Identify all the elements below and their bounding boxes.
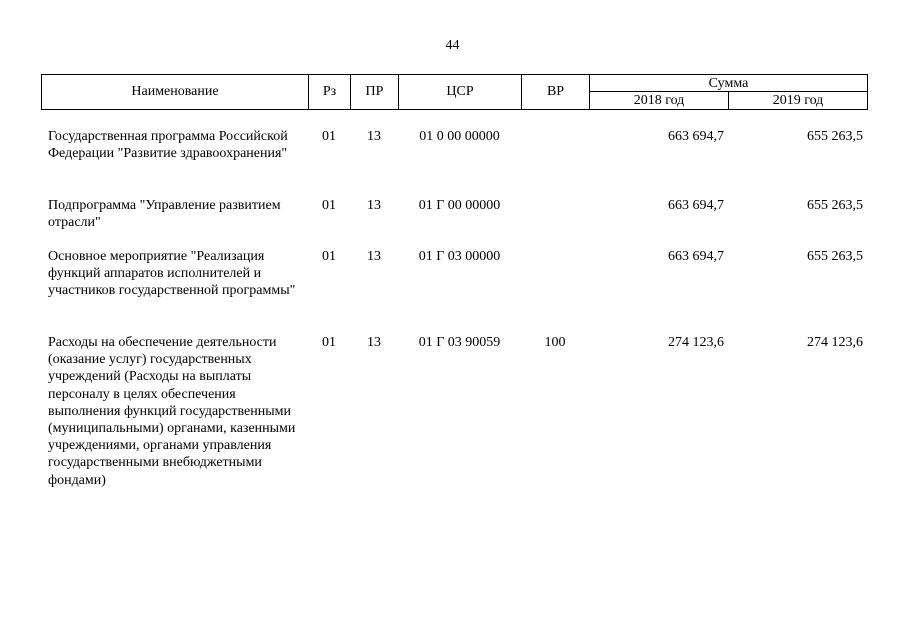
row-pr: 13 (367, 335, 381, 350)
header-year-2018: 2018 год (590, 92, 729, 110)
row-name: Основное мероприятие "Реализация функций аппаратов исполнителей и участников государственной программы" (48, 249, 296, 299)
row-rz: 01 (322, 249, 336, 264)
row-pr: 13 (367, 198, 381, 213)
header-vr: ВР (522, 75, 590, 110)
header-pr: ПР (351, 75, 399, 110)
row-amount-2019: 655 263,5 (807, 129, 863, 144)
row-name: Государственная программа Российской Федерации "Развитие здравоохранения" (48, 129, 288, 162)
row-name: Подпрограмма "Управление развитием отрасли" (48, 198, 281, 231)
row-rz: 01 (322, 335, 336, 350)
header-year-2019: 2019 год (729, 92, 868, 110)
row-amount-2019: 655 263,5 (807, 249, 863, 264)
row-amount-2018: 663 694,7 (668, 129, 724, 144)
row-csr: 01 Г 00 00000 (418, 198, 501, 213)
row-csr: 01 Г 03 00000 (418, 249, 501, 264)
row-csr: 01 0 00 00000 (419, 129, 500, 144)
row-csr: 01 Г 03 90059 (418, 335, 501, 350)
header-rz: Рз (309, 75, 351, 110)
row-amount-2018: 663 694,7 (668, 198, 724, 213)
row-rz: 01 (322, 129, 336, 144)
row-rz: 01 (322, 198, 336, 213)
table-header (41, 74, 868, 110)
page-number: 44 (445, 38, 460, 53)
row-pr: 13 (367, 249, 381, 264)
row-amount-2018: 663 694,7 (668, 249, 724, 264)
row-amount-2019: 655 263,5 (807, 198, 863, 213)
header-name: Наименование (42, 75, 309, 110)
row-amount-2019: 274 123,6 (807, 335, 863, 350)
header-csr: ЦСР (399, 75, 522, 110)
row-vr: 100 (544, 335, 566, 350)
row-amount-2018: 274 123,6 (668, 335, 724, 350)
row-pr: 13 (367, 129, 381, 144)
row-name: Расходы на обеспечение деятельности (оказание услуг) государственных учреждений (Расходы на выплаты персоналу в целях обеспечения выполнения функций государственными (муниципальными) органами, казенными учреждениями, органами управления государственными внебюджетными фондами) (48, 335, 296, 488)
header-sum: Сумма (590, 75, 868, 92)
